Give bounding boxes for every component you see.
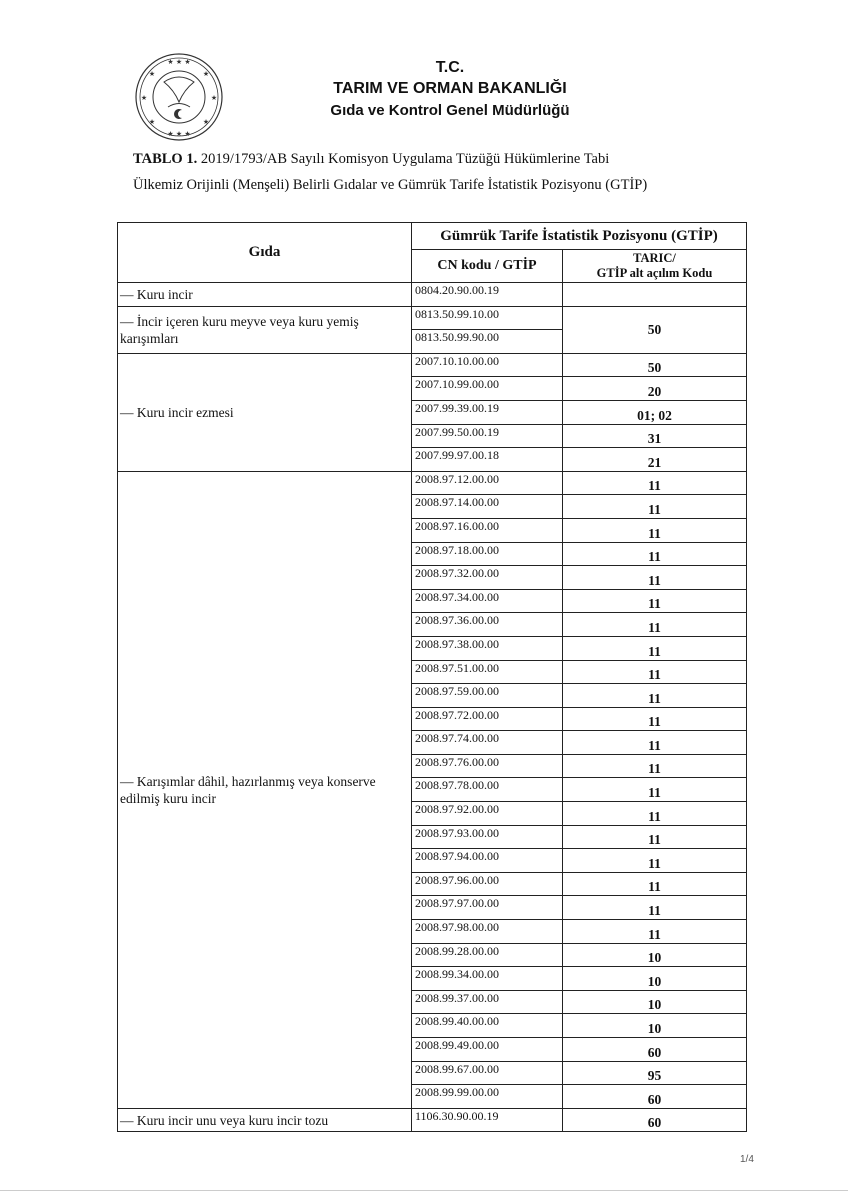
table-row <box>118 471 747 495</box>
taric-cell: 10 <box>563 990 747 1014</box>
taric-cell: 11 <box>563 896 747 920</box>
table-row <box>118 1108 747 1132</box>
cn-code-cell: 2008.99.34.00.00 <box>412 967 563 991</box>
cn-code-cell: 2008.99.99.00.00 <box>412 1085 563 1109</box>
table-row <box>118 283 747 307</box>
cn-code-cell: 1106.30.90.00.19 <box>412 1108 563 1132</box>
svg-text:★ ★ ★: ★ ★ ★ <box>167 130 191 138</box>
cn-code-cell: 2008.99.40.00.00 <box>412 1014 563 1038</box>
cn-code-cell: 2008.97.51.00.00 <box>412 660 563 684</box>
cn-code-cell: 2008.97.94.00.00 <box>412 849 563 873</box>
taric-cell: 11 <box>563 684 747 708</box>
cn-code-cell: 2008.97.72.00.00 <box>412 707 563 731</box>
taric-cell: 10 <box>563 943 747 967</box>
svg-text:★: ★ <box>202 118 210 126</box>
svg-text:★: ★ <box>140 94 148 102</box>
taric-cell: 11 <box>563 707 747 731</box>
taric-cell: 11 <box>563 471 747 495</box>
header-taric: TARIC/ GTİP alt açılım Kodu <box>563 250 747 283</box>
page-number: 1/4 <box>740 1154 754 1165</box>
cn-code-cell: 2008.97.12.00.00 <box>412 471 563 495</box>
header-gtip: Gümrük Tarife İstatistik Pozisyonu (GTİP) <box>412 223 747 250</box>
cn-code-cell: 2008.97.59.00.00 <box>412 684 563 708</box>
taric-cell: 11 <box>563 542 747 566</box>
cn-code-cell: 2008.97.18.00.00 <box>412 542 563 566</box>
food-cell: — Kuru incir ezmesi <box>118 353 412 471</box>
taric-cell: 21 <box>563 448 747 472</box>
taric-cell: 11 <box>563 636 747 660</box>
cn-code-cell: 2007.99.50.00.19 <box>412 424 563 448</box>
cn-code-cell: 0804.20.90.00.19 <box>412 283 563 307</box>
svg-text:★: ★ <box>148 118 156 126</box>
svg-text:★: ★ <box>210 94 218 102</box>
table-caption <box>133 146 773 198</box>
cn-code-cell: 2007.99.97.00.18 <box>412 448 563 472</box>
taric-cell: 11 <box>563 825 747 849</box>
taric-cell: 31 <box>563 424 747 448</box>
taric-cell: 11 <box>563 849 747 873</box>
taric-cell: 11 <box>563 660 747 684</box>
cn-code-cell: 2008.97.92.00.00 <box>412 802 563 826</box>
cn-code-cell: 2007.10.99.00.00 <box>412 377 563 401</box>
header-food: Gıda <box>118 223 412 283</box>
cn-code-cell: 2008.97.93.00.00 <box>412 825 563 849</box>
taric-cell: 11 <box>563 778 747 802</box>
food-cell: — Kuru incir <box>118 283 412 307</box>
food-cell: — Kuru incir unu veya kuru incir tozu <box>118 1108 412 1132</box>
table-row <box>118 353 747 377</box>
ministry-seal-logo <box>134 52 224 142</box>
taric-cell: 60 <box>563 1108 747 1132</box>
taric-cell: 11 <box>563 613 747 637</box>
svg-text:★ ★ ★: ★ ★ ★ <box>167 58 191 66</box>
footer-divider <box>0 1190 848 1191</box>
taric-cell: 10 <box>563 967 747 991</box>
cn-code-cell: 2008.99.28.00.00 <box>412 943 563 967</box>
header-tc: T.C. <box>435 59 465 76</box>
taric-cell: 11 <box>563 802 747 826</box>
taric-cell: 01; 02 <box>563 400 747 424</box>
cn-code-cell: 2008.99.67.00.00 <box>412 1061 563 1085</box>
header-directorate: Gıda ve Kontrol Genel Müdürlüğü <box>330 102 570 119</box>
caption-label: TABLO 1. <box>133 151 198 167</box>
taric-cell: 95 <box>563 1061 747 1085</box>
taric-cell: 10 <box>563 1014 747 1038</box>
cn-code-cell: 2008.97.16.00.00 <box>412 518 563 542</box>
table-row <box>118 306 747 330</box>
cn-code-cell: 2008.97.78.00.00 <box>412 778 563 802</box>
taric-cell: 11 <box>563 920 747 944</box>
taric-cell: 60 <box>563 1038 747 1062</box>
cn-code-cell: 2008.97.36.00.00 <box>412 613 563 637</box>
taric-cell: 50 <box>563 306 747 353</box>
taric-cell: 11 <box>563 872 747 896</box>
caption-text-line2: Ülkemiz Orijinli (Menşeli) Belirli Gıdalar ve Gümrük Tarife İstatistik Pozisyonu (GTİP) <box>133 177 648 193</box>
cn-code-cell: 2007.99.39.00.19 <box>412 400 563 424</box>
cn-code-cell: 0813.50.99.90.00 <box>412 330 563 354</box>
taric-cell: 11 <box>563 589 747 613</box>
food-cell: — İncir içeren kuru meyve veya kuru yemiş karışımları <box>118 306 412 353</box>
header-cn-code: CN kodu / GTİP <box>412 250 563 283</box>
taric-cell: 11 <box>563 518 747 542</box>
svg-text:★: ★ <box>202 70 210 78</box>
cn-code-cell: 2008.97.76.00.00 <box>412 754 563 778</box>
svg-text:★: ★ <box>148 70 156 78</box>
cn-code-cell: 2008.97.34.00.00 <box>412 589 563 613</box>
cn-code-cell: 2008.97.97.00.00 <box>412 896 563 920</box>
taric-cell: 50 <box>563 353 747 377</box>
taric-cell: 60 <box>563 1085 747 1109</box>
food-cell: — Karışımlar dâhil, hazırlanmış veya konserve edilmiş kuru incir <box>118 471 412 1108</box>
document-header <box>250 58 650 122</box>
taric-cell: 11 <box>563 731 747 755</box>
cn-code-cell: 2008.97.74.00.00 <box>412 731 563 755</box>
cn-code-cell: 2008.97.14.00.00 <box>412 495 563 519</box>
cn-code-cell: 2008.97.96.00.00 <box>412 872 563 896</box>
taric-cell: 11 <box>563 754 747 778</box>
cn-code-cell: 2008.99.37.00.00 <box>412 990 563 1014</box>
taric-cell <box>563 283 747 307</box>
taric-cell: 11 <box>563 495 747 519</box>
cn-code-cell: 2008.97.38.00.00 <box>412 636 563 660</box>
cn-code-cell: 2008.97.32.00.00 <box>412 566 563 590</box>
taric-cell: 11 <box>563 566 747 590</box>
header-ministry: TARIM VE ORMAN BAKANLIĞI <box>333 80 567 97</box>
cn-code-cell: 2008.97.98.00.00 <box>412 920 563 944</box>
caption-text-line1: 2019/1793/AB Sayılı Komisyon Uygulama Tüzüğü Hükümlerine Tabi <box>197 151 610 167</box>
gtip-table <box>117 222 747 1132</box>
cn-code-cell: 2007.10.10.00.00 <box>412 353 563 377</box>
cn-code-cell: 0813.50.99.10.00 <box>412 306 563 330</box>
cn-code-cell: 2008.99.49.00.00 <box>412 1038 563 1062</box>
taric-cell: 20 <box>563 377 747 401</box>
